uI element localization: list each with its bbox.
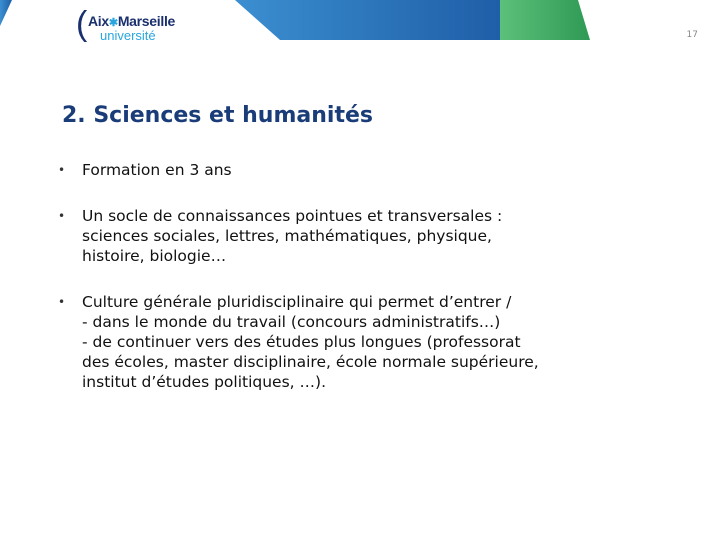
bullet-line: des écoles, master disciplinaire, école normale supérieure, xyxy=(82,353,539,371)
bullet-line: - de continuer vers des études plus longues (professorat xyxy=(82,333,521,351)
university-logo[interactable] xyxy=(76,5,176,44)
bullet-item xyxy=(58,160,708,180)
bullet-line: histoire, biologie… xyxy=(82,247,227,265)
bullet-line: Culture générale pluridisciplinaire qui permet d’entrer / xyxy=(82,293,512,311)
logo-wordmark: Aix✱Marseille xyxy=(88,13,176,29)
bullet-item xyxy=(58,206,708,266)
logo-parenthesis: ( xyxy=(76,5,88,43)
bullet-icon: • xyxy=(58,295,66,309)
bullet-line: Un socle de connaissances pointues et transversales : xyxy=(82,207,503,225)
bullet-line: institut d’études politiques, …). xyxy=(82,373,326,391)
bullet-line: - dans le monde du travail (concours administratifs…) xyxy=(82,313,501,331)
bullet-line: Formation en 3 ans xyxy=(82,161,232,179)
bullet-icon: • xyxy=(58,163,66,177)
left-corner-shape xyxy=(0,0,12,26)
bullet-line: sciences sociales, lettres, mathématiques, physique, xyxy=(82,227,492,245)
page-number: 17 xyxy=(686,30,698,40)
green-band xyxy=(500,0,590,40)
logo-star-icon: ✱ xyxy=(108,17,118,29)
logo-subtitle: université xyxy=(100,28,156,43)
bullet-list xyxy=(58,160,708,418)
blue-band xyxy=(235,0,500,40)
bullet-icon: • xyxy=(58,209,66,223)
bullet-item xyxy=(58,292,708,392)
header-band xyxy=(0,0,720,44)
slide-title: 2. Sciences et humanités xyxy=(62,103,373,128)
